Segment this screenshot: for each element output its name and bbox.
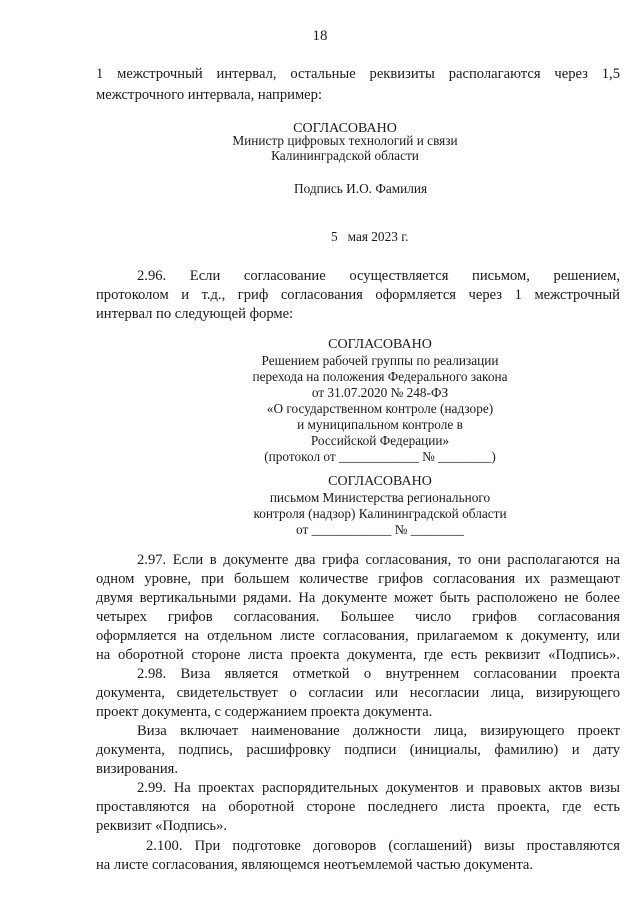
paragraph-297-line: на оборотной стороне листа проекта документа, где есть реквизит «Подпись». — [96, 647, 620, 663]
intro-line-1: 1 межстрочный интервал, остальные реквизиты располагаются через 1,5 — [96, 66, 620, 82]
paragraph-298-line: 2.98. Виза является отметкой о внутреннем согласовании проекта — [137, 666, 620, 682]
paragraph-299-line: реквизит «Подпись». — [96, 818, 228, 834]
paragraph-296-line: протоколом и т.д., гриф согласования оформляется через 1 межстрочный — [96, 287, 620, 303]
paragraph-299-line: проставляются на оборотной стороне последнего листа проекта, где есть — [96, 799, 620, 815]
stamp-date: 5 мая 2023 г. — [331, 229, 409, 244]
stamp-line: от 31.07.2020 № 248-ФЗ — [311, 385, 449, 400]
paragraph-298b-line: визирования. — [96, 761, 179, 777]
paragraph-298b-line: документа, подпись, расшифровку подписи (инициалы, фамилию) и дату — [96, 742, 620, 758]
paragraph-298b-line: Виза включает наименование должности лица, визирующего проект — [137, 723, 620, 739]
page-number: 18 — [312, 28, 328, 44]
paragraph-297-line: 2.97. Если в документе два грифа согласования, то они располагаются на — [137, 552, 620, 568]
stamp-line: и муниципальном контроле в — [297, 417, 463, 432]
stamp-line: Решением рабочей группы по реализации — [261, 353, 499, 368]
stamp-heading: СОГЛАСОВАНО — [328, 474, 432, 489]
intro-line-2: межстрочного интервала, например: — [96, 87, 323, 103]
stamp-line: письмом Министерства регионального — [269, 490, 491, 505]
paragraph-297-line: четырех грифов согласования. Большее число грифов согласования — [96, 609, 620, 625]
paragraph-299-line: 2.99. На проектах распорядительных документов и правовых актов визы — [137, 780, 620, 796]
stamp-signature: Подпись И.О. Фамилия — [294, 181, 428, 196]
paragraph-296-line: 2.96. Если согласование осуществляется письмом, решением, — [137, 268, 620, 284]
paragraph-298-line: проект документа, с содержанием проекта документа. — [96, 704, 433, 720]
paragraph-2100-line: на листе согласования, являющемся неотъемлемой частью документа. — [96, 857, 534, 873]
stamp-line: Министр цифровых технологий и связи — [232, 133, 458, 148]
stamp-line: перехода на положения Федерального закона — [252, 369, 508, 384]
paragraph-298-line: документа, свидетельствует о согласии или несогласии лица, визирующего — [96, 685, 620, 701]
paragraph-297-line: оформляется на отдельном листе согласования, прилагаемом к документу, или — [96, 628, 620, 644]
stamp-line: «О государственном контроле (надзоре) — [266, 401, 494, 416]
paragraph-297-line: двумя вертикальными рядами. На документе может быть расположено не более — [96, 590, 620, 606]
stamp-heading: СОГЛАСОВАНО — [328, 337, 432, 352]
stamp-line: Калининградской области — [271, 148, 419, 163]
stamp-line: от ____________ № ________ — [296, 522, 464, 537]
paragraph-297-line: одном уровне, при большем количестве грифов согласования их размещают — [96, 571, 620, 587]
paragraph-2100-line: 2.100. При подготовке договоров (соглашений) визы проставляются — [146, 838, 620, 854]
stamp-heading: СОГЛАСОВАНО — [293, 121, 397, 136]
stamp-line: (протокол от ____________ № ________) — [264, 449, 496, 464]
stamp-line: контроля (надзор) Калининградской области — [253, 506, 507, 521]
stamp-line: Российской Федерации» — [310, 433, 450, 448]
paragraph-296-line: интервал по следующей форме: — [96, 306, 294, 322]
